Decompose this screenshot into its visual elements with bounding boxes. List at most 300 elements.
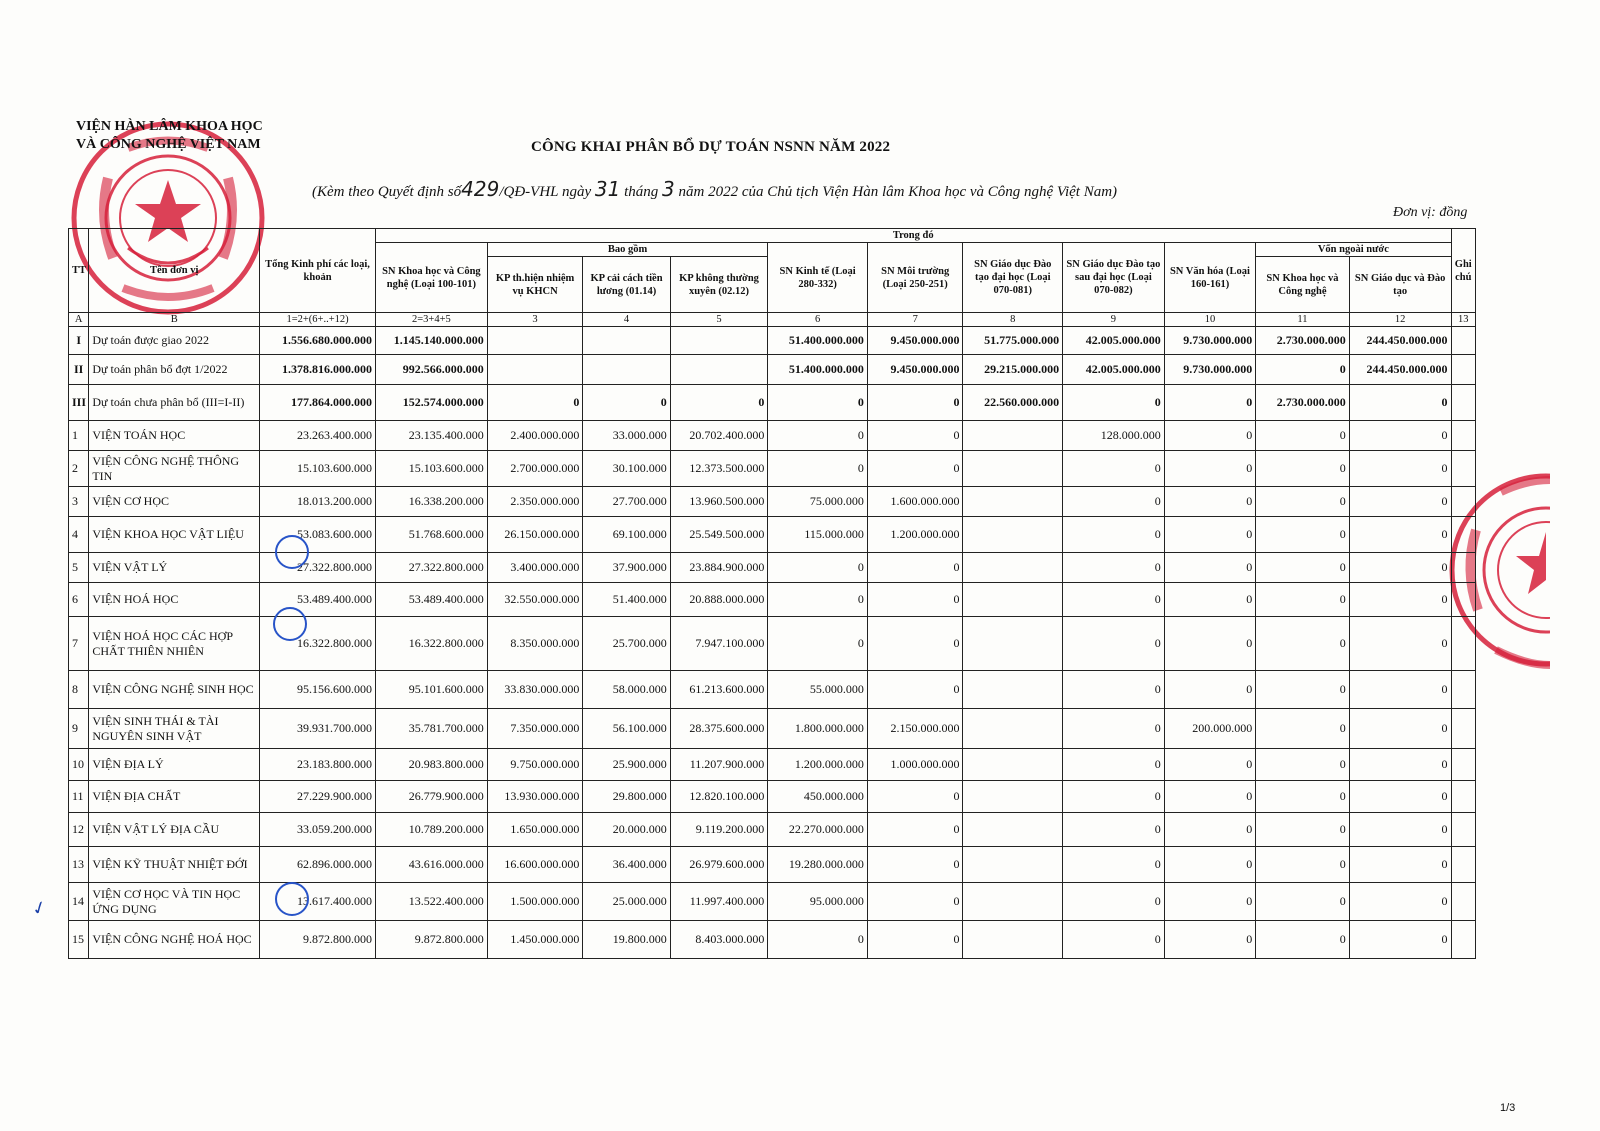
row-stt: 7 (69, 617, 89, 671)
annotation-circle (275, 882, 309, 916)
row-value-cell: 0 (768, 421, 868, 451)
row-value-cell: 177.864.000.000 (260, 385, 376, 421)
table-row (69, 921, 1476, 959)
row-value-cell: 22.560.000.000 (963, 385, 1063, 421)
row-value-cell: 0 (867, 617, 963, 671)
table-row (69, 487, 1476, 517)
row-value-cell: 0 (1349, 617, 1451, 671)
row-unit-name: VIỆN CÔNG NGHỆ SINH HỌC (89, 671, 260, 709)
row-value-cell: 12.820.100.000 (670, 781, 768, 813)
row-value-cell: 23.183.800.000 (260, 749, 376, 781)
row-value-cell: 1.378.816.000.000 (260, 355, 376, 385)
row-value-cell: 11.997.400.000 (670, 883, 768, 921)
table-row (69, 451, 1476, 487)
row-value-cell: 0 (1164, 451, 1255, 487)
row-value-cell: 58.000.000 (583, 671, 670, 709)
row-value-cell: 0 (1256, 517, 1350, 553)
row-value-cell: 32.550.000.000 (487, 583, 583, 617)
row-value-cell: 0 (1256, 847, 1350, 883)
row-value-cell: 51.400.000 (583, 583, 670, 617)
row-value-cell: 0 (1349, 517, 1451, 553)
row-value-cell: 55.000.000 (768, 671, 868, 709)
column-index-cell: 6 (768, 313, 868, 327)
row-value-cell: 0 (1256, 355, 1350, 385)
row-value-cell: 0 (1063, 583, 1165, 617)
row-value-cell: 26.150.000.000 (487, 517, 583, 553)
row-value-cell: 19.280.000.000 (768, 847, 868, 883)
row-unit-name: VIỆN ĐỊA CHẤT (89, 781, 260, 813)
row-value-cell (1451, 327, 1476, 355)
row-stt: 9 (69, 709, 89, 749)
row-value-cell: 20.983.800.000 (375, 749, 487, 781)
row-value-cell: 13.960.500.000 (670, 487, 768, 517)
table-row (69, 385, 1476, 421)
row-value-cell: 0 (1164, 813, 1255, 847)
row-value-cell: 0 (867, 671, 963, 709)
header-ghi-chu: Ghi chú (1451, 229, 1476, 313)
row-value-cell (583, 327, 670, 355)
column-index-cell: 13 (1451, 313, 1476, 327)
row-value-cell: 9.730.000.000 (1164, 327, 1255, 355)
row-value-cell: 56.100.000 (583, 709, 670, 749)
row-stt: II (69, 355, 89, 385)
row-value-cell (963, 517, 1063, 553)
row-value-cell (1451, 921, 1476, 959)
row-value-cell: 0 (768, 921, 868, 959)
header-nn-khcn: SN Khoa học và Công nghệ (1256, 257, 1350, 313)
row-value-cell: 25.000.000 (583, 883, 670, 921)
header-sn-kinh-te: SN Kinh tế (Loại 280-332) (768, 243, 868, 313)
row-value-cell: 51.400.000.000 (768, 355, 868, 385)
table-row (69, 355, 1476, 385)
row-value-cell: 1.200.000.000 (768, 749, 868, 781)
row-value-cell: 0 (1164, 517, 1255, 553)
table-row (69, 327, 1476, 355)
row-value-cell (1451, 385, 1476, 421)
row-value-cell: 9.450.000.000 (867, 327, 963, 355)
header-sn-moi-truong: SN Môi trường (Loại 250-251) (867, 243, 963, 313)
row-value-cell (963, 847, 1063, 883)
row-value-cell: 2.400.000.000 (487, 421, 583, 451)
row-value-cell: 0 (867, 883, 963, 921)
row-value-cell (670, 355, 768, 385)
header-name: Tên đơn vị (89, 229, 260, 313)
row-value-cell: 16.600.000.000 (487, 847, 583, 883)
row-value-cell: 53.489.400.000 (260, 583, 376, 617)
document-title: CÔNG KHAI PHÂN BỔ DỰ TOÁN NSNN NĂM 2022 (531, 139, 891, 155)
row-value-cell: 95.000.000 (768, 883, 868, 921)
row-value-cell: 0 (1349, 749, 1451, 781)
row-unit-name: Dự toán phân bổ đợt 1/2022 (89, 355, 260, 385)
row-unit-name: VIỆN CƠ HỌC (89, 487, 260, 517)
subtitle-mid-1: /QĐ-VHL ngày (499, 184, 592, 200)
table-row (69, 671, 1476, 709)
row-value-cell (1451, 451, 1476, 487)
row-value-cell: 9.450.000.000 (867, 355, 963, 385)
row-value-cell: 33.000.000 (583, 421, 670, 451)
row-value-cell: 0 (1063, 847, 1165, 883)
row-unit-name: VIỆN VẬT LÝ ĐỊA CẦU (89, 813, 260, 847)
column-index-cell: 4 (583, 313, 670, 327)
row-value-cell: 115.000.000 (768, 517, 868, 553)
annotation-circle (275, 535, 309, 569)
row-unit-name: VIỆN CÔNG NGHỆ THÔNG TIN (89, 451, 260, 487)
column-index-cell: 12 (1349, 313, 1451, 327)
row-value-cell: 0 (1256, 749, 1350, 781)
row-value-cell: 16.338.200.000 (375, 487, 487, 517)
row-value-cell (487, 355, 583, 385)
row-value-cell: 0 (1256, 781, 1350, 813)
row-value-cell: 992.566.000.000 (375, 355, 487, 385)
row-value-cell: 7.350.000.000 (487, 709, 583, 749)
header-nn-giao-duc: SN Giáo dục và Đào tạo (1349, 257, 1451, 313)
row-value-cell: 0 (1256, 883, 1350, 921)
row-value-cell (963, 781, 1063, 813)
table-row (69, 781, 1476, 813)
column-index-cell: 3 (487, 313, 583, 327)
row-value-cell: 0 (1164, 749, 1255, 781)
row-value-cell (963, 583, 1063, 617)
row-value-cell (1451, 749, 1476, 781)
row-value-cell: 1.500.000.000 (487, 883, 583, 921)
row-value-cell: 0 (1256, 451, 1350, 487)
row-value-cell: 0 (768, 553, 868, 583)
header-trong-do: Trong đó (375, 229, 1451, 243)
row-unit-name: VIỆN SINH THÁI & TÀI NGUYÊN SINH VẬT (89, 709, 260, 749)
column-index-row (69, 313, 1476, 327)
row-value-cell: 0 (1063, 671, 1165, 709)
header-kp-khcn: KP th.hiện nhiệm vụ KHCN (487, 257, 583, 313)
row-value-cell (963, 617, 1063, 671)
row-value-cell: 1.145.140.000.000 (375, 327, 487, 355)
row-value-cell: 0 (1256, 487, 1350, 517)
row-value-cell: 9.750.000.000 (487, 749, 583, 781)
row-unit-name: VIỆN CƠ HỌC VÀ TIN HỌC ỨNG DỤNG (89, 883, 260, 921)
row-value-cell: 0 (1164, 617, 1255, 671)
row-value-cell: 244.450.000.000 (1349, 355, 1451, 385)
row-value-cell: 26.979.600.000 (670, 847, 768, 883)
row-value-cell: 0 (1349, 671, 1451, 709)
header-von-ngoai-nuoc: Vốn ngoài nước (1256, 243, 1451, 257)
row-value-cell: 0 (1256, 921, 1350, 959)
row-value-cell: 0 (1164, 883, 1255, 921)
row-value-cell: 9.730.000.000 (1164, 355, 1255, 385)
row-value-cell (963, 487, 1063, 517)
row-value-cell: 27.229.900.000 (260, 781, 376, 813)
row-value-cell (1451, 553, 1476, 583)
row-value-cell: 0 (1349, 921, 1451, 959)
table-row (69, 813, 1476, 847)
row-stt: 3 (69, 487, 89, 517)
row-unit-name: VIỆN TOÁN HỌC (89, 421, 260, 451)
row-value-cell: 10.789.200.000 (375, 813, 487, 847)
table-row (69, 421, 1476, 451)
row-value-cell: 22.270.000.000 (768, 813, 868, 847)
row-value-cell: 244.450.000.000 (1349, 327, 1451, 355)
row-value-cell: 0 (1256, 617, 1350, 671)
row-value-cell: 15.103.600.000 (375, 451, 487, 487)
header-bao-gom: Bao gồm (487, 243, 768, 257)
row-value-cell: 3.400.000.000 (487, 553, 583, 583)
row-value-cell: 2.730.000.000 (1256, 385, 1350, 421)
row-value-cell: 1.650.000.000 (487, 813, 583, 847)
row-value-cell: 0 (867, 583, 963, 617)
table-row (69, 749, 1476, 781)
row-value-cell: 36.400.000 (583, 847, 670, 883)
table-body (69, 327, 1476, 959)
header-kp-cai-cach-luong: KP cải cách tiền lương (01.14) (583, 257, 670, 313)
row-value-cell: 0 (867, 421, 963, 451)
row-value-cell: 0 (1349, 421, 1451, 451)
row-value-cell: 0 (1063, 813, 1165, 847)
row-value-cell: 0 (1349, 451, 1451, 487)
row-value-cell: 53.083.600.000 (260, 517, 376, 553)
row-unit-name: VIỆN KỸ THUẬT NHIỆT ĐỚI (89, 847, 260, 883)
row-unit-name: Dự toán được giao 2022 (89, 327, 260, 355)
row-value-cell: 0 (1349, 583, 1451, 617)
row-value-cell (1451, 517, 1476, 553)
row-value-cell: 8.403.000.000 (670, 921, 768, 959)
row-stt: 4 (69, 517, 89, 553)
row-value-cell (1451, 487, 1476, 517)
row-value-cell: 152.574.000.000 (375, 385, 487, 421)
row-stt: 10 (69, 749, 89, 781)
row-value-cell: 2.150.000.000 (867, 709, 963, 749)
row-value-cell: 0 (867, 813, 963, 847)
row-value-cell: 0 (1256, 421, 1350, 451)
row-value-cell: 1.556.680.000.000 (260, 327, 376, 355)
row-value-cell: 27.322.800.000 (375, 553, 487, 583)
row-value-cell: 128.000.000 (1063, 421, 1165, 451)
header-sn-gd-dai-hoc: SN Giáo dục Đào tạo đại học (Loại 070-081) (963, 243, 1063, 313)
row-value-cell: 0 (1349, 847, 1451, 883)
row-value-cell (1451, 583, 1476, 617)
header-sn-van-hoa: SN Văn hóa (Loại 160-161) (1164, 243, 1255, 313)
row-value-cell (963, 813, 1063, 847)
subtitle-mid-2: tháng (624, 184, 659, 200)
org-line-2: VÀ CÔNG NGHỆ VIỆT NAM (76, 137, 261, 152)
row-value-cell: 51.400.000.000 (768, 327, 868, 355)
row-value-cell: 0 (1349, 813, 1451, 847)
column-index-cell: 9 (1063, 313, 1165, 327)
row-value-cell (963, 749, 1063, 781)
handwritten-tick-icon: ✓ (28, 896, 51, 921)
row-stt: 2 (69, 451, 89, 487)
row-value-cell: 0 (1349, 385, 1451, 421)
row-value-cell: 2.350.000.000 (487, 487, 583, 517)
header-total: Tổng Kinh phí các loại, khoản (260, 229, 376, 313)
row-value-cell: 51.768.600.000 (375, 517, 487, 553)
row-stt: 6 (69, 583, 89, 617)
row-value-cell (963, 421, 1063, 451)
row-value-cell: 75.000.000 (768, 487, 868, 517)
row-unit-name: VIỆN VẬT LÝ (89, 553, 260, 583)
row-value-cell: 0 (1256, 553, 1350, 583)
table-row (69, 709, 1476, 749)
row-value-cell: 33.059.200.000 (260, 813, 376, 847)
row-value-cell (1451, 813, 1476, 847)
row-value-cell: 0 (1063, 781, 1165, 813)
row-value-cell: 29.800.000 (583, 781, 670, 813)
subtitle-prefix: (Kèm theo Quyết định số (312, 184, 462, 200)
row-value-cell (963, 553, 1063, 583)
column-index-cell: 10 (1164, 313, 1255, 327)
row-value-cell: 13.930.000.000 (487, 781, 583, 813)
header-sn-khcn: SN Khoa học và Công nghệ (Loại 100-101) (375, 243, 487, 313)
row-value-cell: 0 (1164, 847, 1255, 883)
row-value-cell: 0 (867, 385, 963, 421)
row-value-cell (963, 883, 1063, 921)
row-value-cell (1451, 883, 1476, 921)
page-number: 1/3 (1500, 1102, 1516, 1114)
row-value-cell: 450.000.000 (768, 781, 868, 813)
column-index-cell: 7 (867, 313, 963, 327)
header-sn-gd-sau-dai-hoc: SN Giáo dục Đào tạo sau đại học (Loại 070-082) (1063, 243, 1165, 313)
row-value-cell: 0 (1164, 921, 1255, 959)
row-value-cell: 0 (1256, 709, 1350, 749)
row-value-cell: 0 (1164, 553, 1255, 583)
row-value-cell: 0 (1164, 487, 1255, 517)
row-value-cell: 0 (1349, 781, 1451, 813)
column-index-cell: A (69, 313, 89, 327)
row-unit-name: VIỆN HOÁ HỌC CÁC HỢP CHẤT THIÊN NHIÊN (89, 617, 260, 671)
row-value-cell: 0 (768, 451, 868, 487)
row-value-cell: 0 (1164, 421, 1255, 451)
row-value-cell (963, 671, 1063, 709)
row-value-cell: 37.900.000 (583, 553, 670, 583)
row-value-cell (963, 709, 1063, 749)
row-value-cell: 53.489.400.000 (375, 583, 487, 617)
row-unit-name: VIỆN CÔNG NGHỆ HOÁ HỌC (89, 921, 260, 959)
row-value-cell: 95.156.600.000 (260, 671, 376, 709)
row-value-cell: 23.263.400.000 (260, 421, 376, 451)
row-stt: 1 (69, 421, 89, 451)
row-value-cell: 19.800.000 (583, 921, 670, 959)
row-value-cell: 0 (1063, 883, 1165, 921)
row-value-cell (1451, 421, 1476, 451)
row-value-cell: 25.700.000 (583, 617, 670, 671)
row-value-cell: 0 (768, 583, 868, 617)
row-value-cell: 20.888.000.000 (670, 583, 768, 617)
row-value-cell: 0 (1349, 709, 1451, 749)
row-value-cell: 0 (1063, 451, 1165, 487)
row-value-cell: 0 (1063, 487, 1165, 517)
row-value-cell (963, 451, 1063, 487)
row-unit-name: Dự toán chưa phân bổ (III=I-II) (89, 385, 260, 421)
row-value-cell: 27.322.800.000 (260, 553, 376, 583)
row-stt: 12 (69, 813, 89, 847)
row-value-cell (1451, 355, 1476, 385)
row-value-cell: 2.700.000.000 (487, 451, 583, 487)
row-value-cell: 35.781.700.000 (375, 709, 487, 749)
row-value-cell: 1.200.000.000 (867, 517, 963, 553)
row-value-cell: 0 (1164, 671, 1255, 709)
row-value-cell: 13.522.400.000 (375, 883, 487, 921)
row-value-cell: 20.000.000 (583, 813, 670, 847)
row-value-cell: 0 (768, 617, 868, 671)
row-value-cell: 0 (1349, 883, 1451, 921)
row-value-cell (1451, 781, 1476, 813)
row-value-cell: 9.872.800.000 (375, 921, 487, 959)
row-value-cell: 7.947.100.000 (670, 617, 768, 671)
row-value-cell: 69.100.000 (583, 517, 670, 553)
annotation-circle (273, 607, 307, 641)
table-row (69, 847, 1476, 883)
row-value-cell: 1.600.000.000 (867, 487, 963, 517)
row-value-cell: 26.779.900.000 (375, 781, 487, 813)
decision-day: 31 (594, 177, 621, 201)
row-value-cell: 0 (583, 385, 670, 421)
row-value-cell: 0 (1063, 749, 1165, 781)
column-index-cell: 8 (963, 313, 1063, 327)
row-stt: 15 (69, 921, 89, 959)
row-value-cell: 23.884.900.000 (670, 553, 768, 583)
row-value-cell: 28.375.600.000 (670, 709, 768, 749)
row-value-cell: 27.700.000 (583, 487, 670, 517)
row-value-cell: 12.373.500.000 (670, 451, 768, 487)
row-value-cell: 51.775.000.000 (963, 327, 1063, 355)
row-unit-name: VIỆN ĐỊA LÝ (89, 749, 260, 781)
row-value-cell: 0 (1349, 553, 1451, 583)
row-value-cell: 33.830.000.000 (487, 671, 583, 709)
row-value-cell: 15.103.600.000 (260, 451, 376, 487)
row-value-cell: 42.005.000.000 (1063, 327, 1165, 355)
row-value-cell: 0 (1063, 709, 1165, 749)
decision-month: 3 (662, 177, 675, 201)
row-value-cell (583, 355, 670, 385)
row-value-cell: 0 (670, 385, 768, 421)
row-value-cell: 1.450.000.000 (487, 921, 583, 959)
row-value-cell: 9.119.200.000 (670, 813, 768, 847)
column-index-cell: B (89, 313, 260, 327)
row-value-cell: 8.350.000.000 (487, 617, 583, 671)
row-value-cell (487, 327, 583, 355)
row-value-cell: 16.322.800.000 (260, 617, 376, 671)
row-value-cell: 2.730.000.000 (1256, 327, 1350, 355)
row-value-cell: 9.872.800.000 (260, 921, 376, 959)
row-value-cell: 1.800.000.000 (768, 709, 868, 749)
row-value-cell (1451, 709, 1476, 749)
decision-number: 429 (461, 177, 500, 201)
row-value-cell (1451, 847, 1476, 883)
row-value-cell: 23.135.400.000 (375, 421, 487, 451)
row-value-cell: 0 (1063, 553, 1165, 583)
row-value-cell: 0 (867, 781, 963, 813)
row-value-cell: 0 (1256, 671, 1350, 709)
row-value-cell (1451, 617, 1476, 671)
row-value-cell: 0 (1256, 813, 1350, 847)
row-value-cell: 39.931.700.000 (260, 709, 376, 749)
row-stt: I (69, 327, 89, 355)
row-value-cell: 0 (867, 451, 963, 487)
row-stt: 13 (69, 847, 89, 883)
document-subtitle (312, 177, 1117, 201)
column-index-cell: 1=2+(6+..+12) (260, 313, 376, 327)
row-value-cell: 0 (487, 385, 583, 421)
row-stt: 5 (69, 553, 89, 583)
row-value-cell (963, 921, 1063, 959)
row-value-cell: 11.207.900.000 (670, 749, 768, 781)
row-value-cell: 0 (1063, 921, 1165, 959)
table-header (69, 229, 1476, 327)
header-stt: TT (69, 229, 89, 313)
row-value-cell: 0 (1164, 583, 1255, 617)
row-stt: III (69, 385, 89, 421)
row-value-cell: 0 (867, 921, 963, 959)
row-stt: 8 (69, 671, 89, 709)
org-line-1: VIỆN HÀN LÂM KHOA HỌC (76, 119, 263, 134)
row-value-cell (670, 327, 768, 355)
